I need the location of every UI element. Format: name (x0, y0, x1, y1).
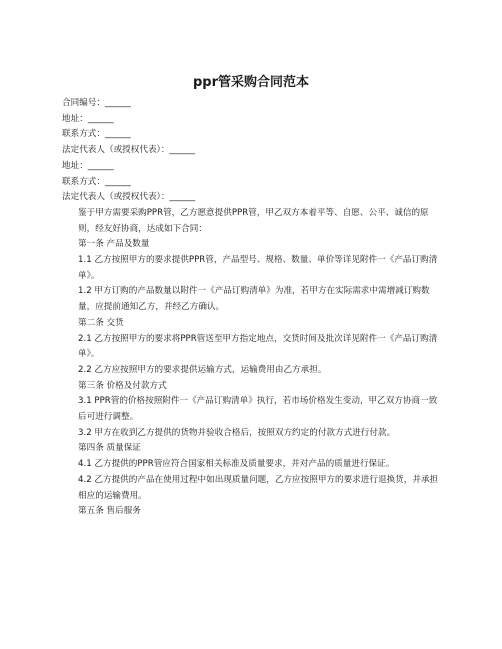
document-title: ppr管采购合同范本 (192, 75, 310, 90)
intro-paragraph: 鉴于甲方需要采购PPR管，乙方愿意提供PPR管，甲乙双方本着平等、自愿、公平、诚信的原则，经友好协商，达成如下合同： (78, 207, 429, 234)
party-b-address-field: 地址：______ (62, 160, 114, 171)
clause-4-2: 4.2 乙方提供的产品在使用过程中如出现质量问题，乙方应按照甲方的要求进行退换货，并承担相应的运输费用。 (78, 474, 439, 501)
party-a-representative-field: 法定代表人（或授权代表）：______ (62, 145, 196, 156)
party-b-representative-field: 法定代表人（或授权代表）：______ (62, 192, 196, 203)
contract-number-field: 合同编号：______ (62, 98, 131, 108)
clause-3-2: 3.2 甲方在收到乙方提供的货物并验收合格后，按照双方约定的付款方式进行付款。 (78, 427, 396, 438)
clause-3-1: 3.1 PPR管的价格按照附件一《产品订购清单》执行，若市场价格发生变动，甲乙双方协商一致后可进行调整。 (78, 396, 438, 423)
clause-4-1: 4.1 乙方提供的PPR管应符合国家相关标准及质量要求，并对产品的质量进行保证。 (78, 459, 395, 470)
document-body (62, 96, 442, 520)
article-1-heading: 第一条 产品及数量 (78, 239, 150, 250)
party-a-contact-field: 联系方式：______ (62, 129, 131, 140)
article-3-heading: 第三条 价格及付款方式 (78, 380, 167, 391)
clause-2-1: 2.1 乙方按照甲方的要求将PPR管送至甲方指定地点，交货时间及批次详见附件一《产品订购清单》。 (78, 333, 438, 360)
clause-2-2: 2.2 乙方应按照甲方的要求提供运输方式，运输费用由乙方承担。 (78, 364, 327, 375)
clause-1-1: 1.1 乙方按照甲方的要求提供PPR管，产品型号、规格、数量、单价等详见附件一《产品订购清单》。 (78, 255, 438, 281)
article-5-heading: 第五条 售后服务 (78, 506, 141, 517)
party-a-address-field: 地址：______ (62, 113, 114, 124)
article-2-heading: 第二条 交货 (78, 317, 124, 328)
clause-1-2: 1.2 甲方订购的产品数量以附件一《产品订购清单》为准，若甲方在实际需求中需增减订购数量，应提前通知乙方，并经乙方确认。 (78, 286, 430, 313)
article-4-heading: 第四条 质量保证 (78, 443, 141, 454)
party-b-contact-field: 联系方式：______ (62, 176, 131, 187)
